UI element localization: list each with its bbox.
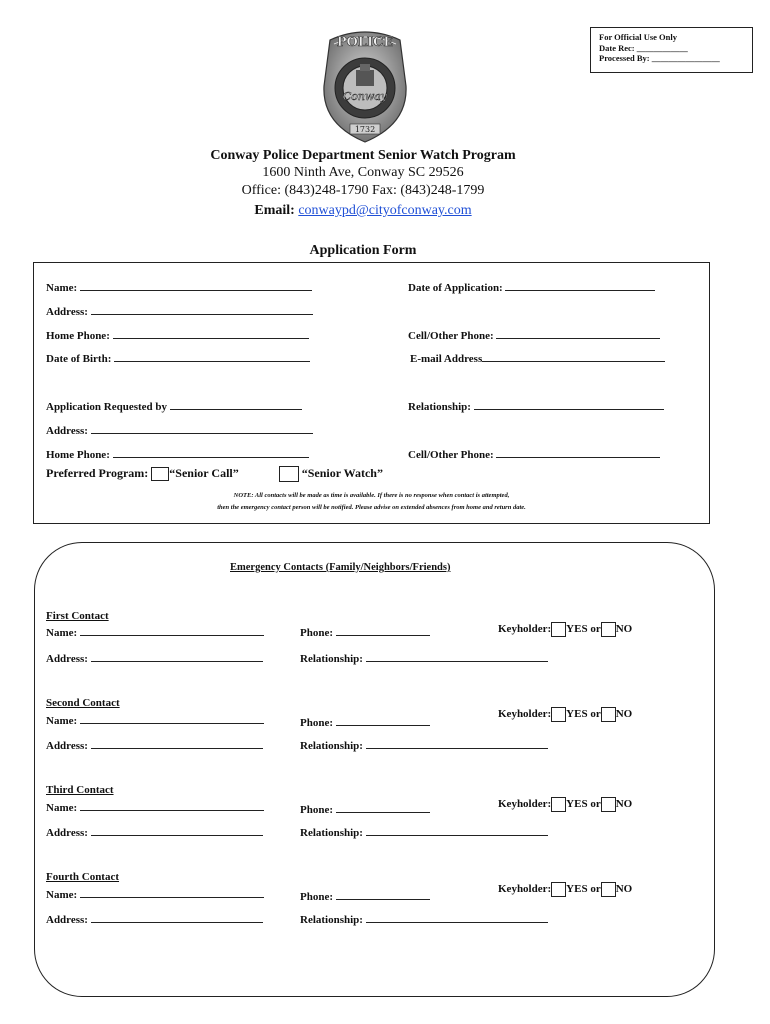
fourth-contact-address-field[interactable]: Address:: [46, 911, 263, 926]
name-field[interactable]: Name:: [46, 279, 312, 294]
preferred-program-label: Preferred Program:: [46, 466, 149, 480]
third-contact-phone-field[interactable]: Phone:: [300, 801, 430, 816]
address-field[interactable]: Address:: [46, 303, 313, 318]
application-section: [33, 262, 710, 524]
first-contact-address-field[interactable]: Address:: [46, 650, 263, 665]
requester-cell-phone-field[interactable]: Cell/Other Phone:: [408, 446, 660, 461]
email-label: Email:: [254, 203, 295, 218]
second-contact-address-field[interactable]: Address:: [46, 737, 263, 752]
senior-watch-checkbox[interactable]: [279, 466, 299, 482]
preferred-program-row: [46, 466, 383, 482]
requester-home-phone-field[interactable]: Home Phone:: [46, 446, 309, 461]
requested-by-field[interactable]: Application Requested by: [46, 398, 302, 413]
emergency-contacts-section: [34, 542, 715, 997]
first-contact-no-checkbox[interactable]: [601, 622, 616, 637]
date-of-birth-field[interactable]: Date of Birth:: [46, 350, 310, 365]
first-contact-yes-checkbox[interactable]: [551, 622, 566, 637]
second-contact-phone-field[interactable]: Phone:: [300, 714, 430, 729]
email-link[interactable]: conwaypd@cityofconway.com: [298, 203, 472, 218]
fourth-contact-heading: Fourth Contact: [46, 871, 120, 883]
badge-year-text: 1732: [354, 125, 376, 134]
first-contact-heading: First Contact: [46, 610, 109, 622]
first-contact-relationship-field[interactable]: Relationship:: [300, 650, 548, 665]
fourth-contact-phone-field[interactable]: Phone:: [300, 888, 430, 903]
date-received-field[interactable]: Date Rec: ____________: [599, 42, 688, 53]
second-contact-no-checkbox[interactable]: [601, 707, 616, 722]
senior-call-checkbox[interactable]: [151, 467, 169, 481]
third-contact-no-checkbox[interactable]: [601, 797, 616, 812]
application-form-title: Application Form: [309, 243, 417, 258]
department-address: 1600 Ninth Ave, Conway SC 29526: [262, 165, 464, 180]
police-badge-logo: [320, 26, 410, 144]
note-line-2: then the emergency contact person will be notified. Please advise on extended absences from home and return date.: [217, 504, 526, 511]
third-contact-keyholder: Keyholder: YES or NO: [498, 798, 633, 811]
official-use-title: For Official Use Only: [599, 32, 677, 42]
badge-city-text: Conway: [342, 90, 388, 103]
fourth-contact-keyholder: Keyholder: YES or NO: [498, 883, 633, 896]
note-line-1: NOTE: All contacts will be made as time is available. If there is no response when contact is attempted,: [233, 492, 510, 499]
fourth-contact-relationship-field[interactable]: Relationship:: [300, 911, 548, 926]
second-contact-heading: Second Contact: [46, 697, 120, 709]
third-contact-yes-checkbox[interactable]: [551, 797, 566, 812]
second-contact-name-field[interactable]: Name:: [46, 712, 264, 727]
relationship-field[interactable]: Relationship:: [408, 398, 664, 413]
official-use-box: [590, 27, 753, 73]
date-of-application-field[interactable]: Date of Application:: [408, 279, 655, 294]
second-contact-yes-checkbox[interactable]: [551, 707, 566, 722]
first-contact-name-field[interactable]: Name:: [46, 624, 264, 639]
third-contact-name-field[interactable]: Name:: [46, 799, 264, 814]
department-phone-fax: Office: (843)248-1790 Fax: (843)248-1799: [241, 183, 485, 198]
senior-watch-label: “Senior Watch”: [301, 466, 383, 480]
second-contact-relationship-field[interactable]: Relationship:: [300, 737, 548, 752]
third-contact-relationship-field[interactable]: Relationship:: [300, 824, 548, 839]
second-contact-keyholder: Keyholder: YES or NO: [498, 708, 633, 721]
emergency-contacts-title: Emergency Contacts (Family/Neighbors/Friends): [230, 562, 451, 573]
senior-call-label: “Senior Call”: [169, 466, 239, 480]
badge-police-text: POLICE: [336, 35, 394, 50]
home-phone-field[interactable]: Home Phone:: [46, 327, 309, 342]
department-email: [0, 203, 726, 219]
fourth-contact-yes-checkbox[interactable]: [551, 882, 566, 897]
department-title: Conway Police Department Senior Watch Program: [210, 148, 516, 163]
email-address-field[interactable]: E-mail Address: [410, 350, 665, 365]
third-contact-address-field[interactable]: Address:: [46, 824, 263, 839]
first-contact-phone-field[interactable]: Phone:: [300, 624, 430, 639]
fourth-contact-name-field[interactable]: Name:: [46, 886, 264, 901]
requester-address-field[interactable]: Address:: [46, 422, 313, 437]
third-contact-heading: Third Contact: [46, 784, 114, 796]
cell-phone-field[interactable]: Cell/Other Phone:: [408, 327, 660, 342]
first-contact-keyholder: Keyholder: YES or NO: [498, 623, 633, 636]
fourth-contact-no-checkbox[interactable]: [601, 882, 616, 897]
processed-by-field[interactable]: Processed By: ________________: [599, 53, 720, 63]
